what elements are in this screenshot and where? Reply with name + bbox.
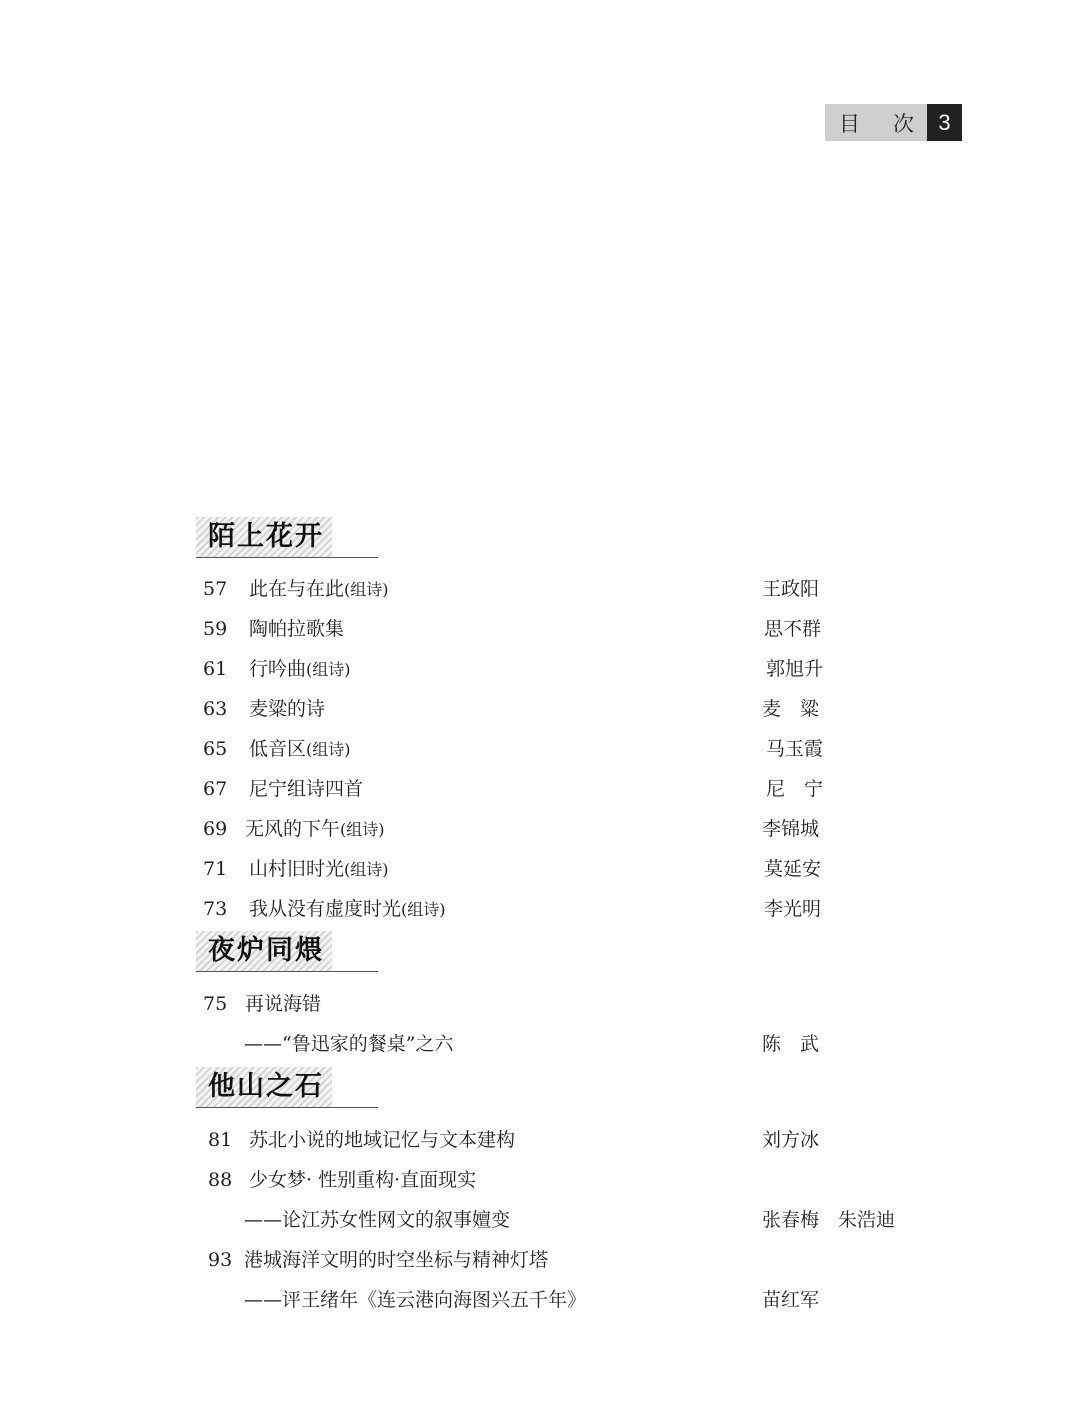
section-rule [196,971,378,972]
header-label-left: 目 [839,111,860,136]
section-rule [196,1107,378,1108]
entry-author: 李锦城 [762,818,820,840]
entry-title: 少女梦· 性别重构·直面现实 [249,1169,477,1191]
entry-author: 马玉霞 [766,738,824,760]
section-rule [196,557,378,558]
entry-title: 我从没有虚度时光 [249,898,402,920]
entry-title-row [249,857,389,882]
entry-title: 港城海洋文明的时空坐标与精神灯塔 [244,1249,549,1271]
entry-title-row [249,697,325,721]
entry-page: 63 [203,698,228,720]
entry-author: 陈 武 [762,1033,820,1055]
entry-author: 麦 粱 [762,698,820,720]
page-number: 3 [927,104,962,141]
entry-title-row [245,817,385,842]
entry-title: 陶帕拉歌集 [249,618,345,640]
entry-title-row [249,577,389,602]
entry-note: (组诗) [401,900,446,919]
entry-note: (组诗) [306,660,351,679]
entry-page: 69 [203,818,228,840]
entry-subtitle: ——“鲁迅家的餐桌”之六 [244,1033,454,1055]
entry-title-row [249,617,344,641]
entry-page: 67 [203,778,228,800]
entry-author: 苗红军 [762,1289,820,1311]
entry-title: 低音区 [249,738,307,760]
entry-title: 再说海错 [245,993,322,1015]
entry-note: (组诗) [344,580,389,599]
entry-title: 苏北小说的地域记忆与文本建构 [249,1129,516,1151]
entry-subtitle: ——论江苏女性网文的叙事嬗变 [244,1209,511,1231]
entry-title-row [249,897,446,922]
entry-note: (组诗) [306,740,351,759]
entry-title-row [249,1128,515,1152]
entry-title-row [244,1248,548,1272]
entry-title-row [245,992,321,1016]
section-heading [196,931,378,972]
entry-subtitle-row [244,1208,510,1232]
entry-author: 李光明 [764,898,822,920]
entry-page: 71 [203,858,228,880]
entry-page: 88 [208,1169,233,1191]
entry-title: 山村旧时光 [249,858,345,880]
entry-author: 莫延安 [764,858,822,880]
entry-author: 郭旭升 [766,658,824,680]
entry-subtitle-row [244,1288,586,1312]
section-title: 夜炉同煨 [208,935,324,966]
entry-title-row [249,777,363,801]
header-label [825,104,927,141]
section-heading [196,1067,378,1108]
entry-title-row [249,737,351,762]
entry-title: 行吟曲 [249,658,307,680]
section-title: 他山之石 [208,1071,324,1102]
section-title: 陌上花开 [208,521,324,552]
entry-note: (组诗) [344,860,389,879]
entry-page: 65 [203,738,228,760]
section-heading [196,517,378,558]
entry-subtitle: ——评王绪年《连云港向海图兴五千年》 [244,1289,587,1311]
entry-title-row [249,657,351,682]
entry-title: 尼宁组诗四首 [249,778,364,800]
header-label-right: 次 [893,111,914,136]
entry-note: (组诗) [340,820,385,839]
entry-subtitle-row [244,1032,453,1056]
entry-author: 王政阳 [762,578,820,600]
entry-title: 此在与在此 [249,578,345,600]
entry-page: 73 [203,898,228,920]
entry-title-row [249,1168,476,1192]
page-header-tab [825,104,962,141]
entry-title: 无风的下午 [245,818,341,840]
entry-author: 张春梅 朱浩迪 [762,1209,896,1231]
entry-author: 尼 宁 [766,778,824,800]
entry-page: 61 [203,658,228,680]
entry-page: 93 [208,1249,233,1271]
entry-page: 57 [203,578,228,600]
entry-author: 刘方冰 [762,1129,820,1151]
entry-page: 59 [203,618,228,640]
entry-page: 75 [203,993,228,1015]
entry-author: 思不群 [764,618,822,640]
entry-page: 81 [208,1129,233,1151]
entry-title: 麦粱的诗 [249,698,326,720]
